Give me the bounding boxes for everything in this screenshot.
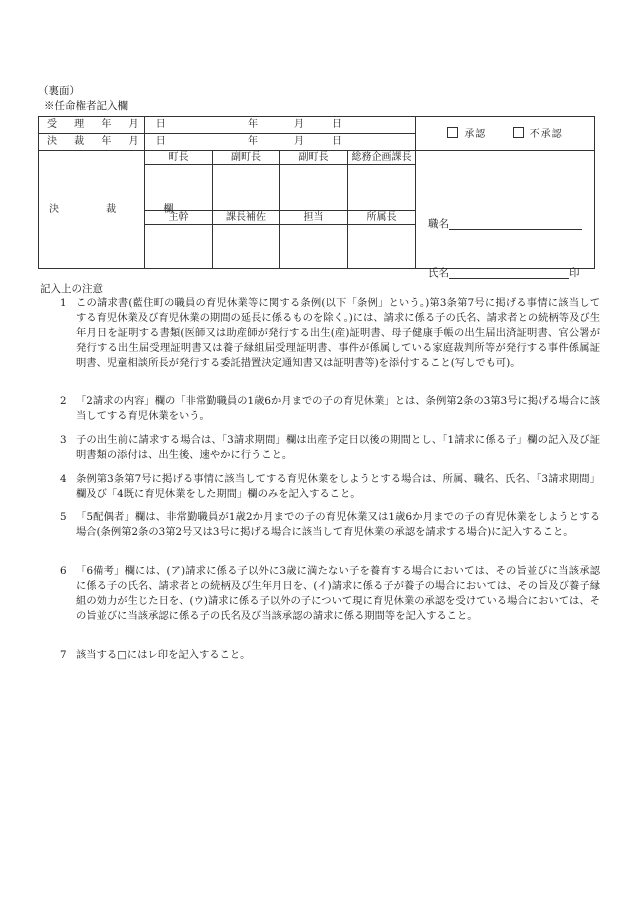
name-underline <box>449 266 569 279</box>
month-label: 月 <box>294 119 304 130</box>
approver-header: 総務企画課長 <box>348 151 416 165</box>
approval-form-table <box>38 116 595 279</box>
approver-stamp-box[interactable] <box>145 225 213 269</box>
position-field[interactable] <box>428 217 582 230</box>
seal-mark: 印 <box>569 267 580 279</box>
approver-header: 所属長 <box>348 211 416 225</box>
checkbox-icon <box>513 127 524 138</box>
decision-date-label: 決 裁 年 月 日 <box>39 134 145 151</box>
approver-header: 副町長 <box>213 151 280 165</box>
note-item <box>60 648 600 663</box>
signature-block <box>416 151 595 279</box>
note-text: 「5配偶者」欄は、非常勤職員が1歳2か月までの子の育児休業又は1歳6か月までの子の育児休業をしようとする場合(条例第2条の3第2号又は3号に掲げる場合に該当して育児休業の承認を請求する場合)に記入すること。 <box>76 511 600 538</box>
approver-header: 町長 <box>145 151 213 165</box>
position-label: 職名 <box>428 218 449 230</box>
name-label: 氏名 <box>428 267 449 279</box>
month-label: 月 <box>294 136 304 147</box>
day-label: 日 <box>332 119 342 130</box>
name-field[interactable] <box>428 266 580 279</box>
disapprove-label: 不承認 <box>529 128 563 140</box>
note-number: 1 <box>60 297 67 309</box>
approver-header: 課長補佐 <box>213 211 280 225</box>
note-text: この請求書(藍住町の職員の育児休業等に関する条例(以下「条例」という。)第3条第7号に掲げる事情に該当してする育児休業及び育児休業の期間の延長に係るものを除く。)には、請求に係る子の氏名、請求者との続柄等及び生年月日を証明する書類(医師又は助産師が発行する出生(産)証明書、母子健康手帳の出生届出済証明書、官公署が発行する出生届受理証明書又は養子縁組届受理証明書、事件が係属している家庭裁判所等が発行する事件係属証明書、児童相談所長が発行する委託措置決定通知書又は証明書等)を添付すること(写しでも可)。 <box>76 297 600 369</box>
receipt-date-label: 受 理 年 月 日 <box>39 117 145 134</box>
day-label: 日 <box>332 136 342 147</box>
receipt-date-field[interactable] <box>145 117 416 134</box>
note-number: 7 <box>60 649 67 661</box>
note-text: 「2請求の内容」欄の「非常勤職員の1歳6か月までの子の育児休業」とは、条例第2条の3第3号に掲げる場合に該当してする育児休業をいう。 <box>76 395 600 422</box>
note-text: 「6備考」欄には、(ア)請求に係る子以外に3歳に満たない子を養育する場合においては、その旨並びに当該承認に係る子の氏名、請求者との続柄及び生年月日を、(イ)請求に係る子が養子の場合においては、その旨及び養子縁組の効力が生じた日を、(ウ)請求に係る子以外の子について現に育児休業の承認を受けている場合においては、その旨並びに当該承認に係る子の氏名及び当該承認の請求に係る期間等を記入すること。 <box>76 565 600 622</box>
year-label: 年 <box>248 136 258 147</box>
note-number: 4 <box>60 473 67 485</box>
note-item <box>60 296 600 371</box>
note-number: 6 <box>60 565 67 577</box>
approver-stamp-box[interactable] <box>213 165 280 211</box>
note-item <box>60 433 600 463</box>
section-label: ※任命権者記入欄 <box>44 100 128 112</box>
note-number: 2 <box>60 395 67 407</box>
year-label: 年 <box>248 119 258 130</box>
note-number: 5 <box>60 511 67 523</box>
approver-stamp-box[interactable] <box>280 225 348 269</box>
note-text: 条例第3条第7号に掲げる事情に該当してする育児休業をしようとする場合は、所属、職名、氏名、「3請求期間」欄及び「4既に育児休業をした期間」欄のみを記入すること。 <box>76 473 600 500</box>
decision-date-field[interactable] <box>145 134 416 151</box>
approval-choice <box>416 117 595 151</box>
position-underline <box>449 217 582 230</box>
note-text: 該当する□にはレ印を記入すること。 <box>76 649 251 661</box>
approver-header: 担当 <box>280 211 348 225</box>
approver-stamp-box[interactable] <box>213 225 280 269</box>
approve-label: 承認 <box>464 128 487 140</box>
note-number: 3 <box>60 434 67 446</box>
approver-stamp-box[interactable] <box>348 165 416 211</box>
checkbox-icon <box>447 127 458 138</box>
kessai-label: 決 裁 欄 <box>39 151 145 269</box>
note-item <box>60 510 600 540</box>
approver-stamp-box[interactable] <box>348 225 416 269</box>
approver-header: 副町長 <box>280 151 348 165</box>
disapprove-checkbox[interactable] <box>513 129 563 140</box>
approver-header: 主幹 <box>145 211 213 225</box>
notes-title: 記入上の注意 <box>40 283 103 295</box>
note-item <box>60 564 600 624</box>
note-text: 子の出生前に請求する場合は、「3請求期間」欄は出産予定日以後の期間とし、「1請求に係る子」欄の記入及び証明書類の添付は、出生後、速やかに行うこと。 <box>76 434 600 461</box>
approve-checkbox[interactable] <box>447 129 486 140</box>
note-item <box>60 394 600 424</box>
note-item <box>60 472 600 502</box>
page-side-label: （裏面） <box>38 85 80 97</box>
approver-stamp-box[interactable] <box>280 165 348 211</box>
